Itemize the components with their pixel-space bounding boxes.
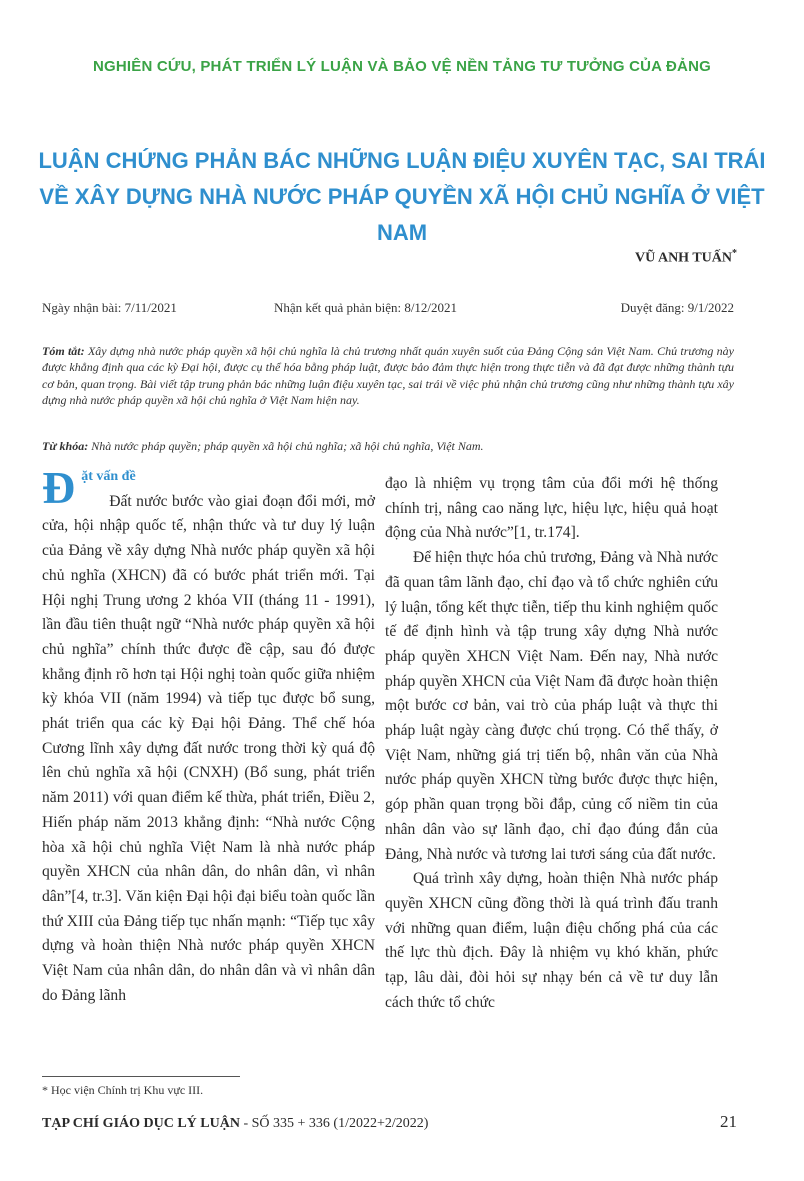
page-footer (42, 1116, 428, 1132)
received-date: Ngày nhận bài: 7/11/2021 (42, 300, 177, 315)
accepted-date: Duyệt đăng: 9/1/2022 (620, 300, 734, 315)
article-title (20, 143, 784, 251)
body-paragraph: Quá trình xây dựng, hoàn thiện Nhà nước pháp quyền XHCN cũng đồng thời là quá trình đấu tranh với những quan điểm, luận điệu chống phá của các thế lực thù địch. Đây là nhiệm vụ khó khăn, phức tạp, lâu dài, đòi hỏi sự nhạy bén cả về tư duy lẫn cách thức tổ chức (385, 870, 718, 1011)
issue-info: - SỐ 335 + 336 (1/2022+2/2022) (239, 1116, 429, 1131)
body-paragraph: Để hiện thực hóa chủ trương, Đảng và Nhà nước đã quan tâm lãnh đạo, chỉ đạo và tổ chức nghiên cứu lý luận, tổng kết thực tiễn, tiếp thu kinh nghiệm quốc tế để định hình và tập trung xây dựng Nhà nước pháp quyền XHCN Việt Nam. Đến nay, Nhà nước pháp quyền XHCN của Việt Nam đã được hoàn thiện một bước cơ bản, vai trò của pháp luật và thực thi pháp luật ngày càng được chú trọng. Có thể thấy, ở Việt Nam, những giá trị tiến bộ, nhân văn của Nhà nước pháp quyền XHCN từng bước được thực hiện, góp phần quan trọng bồi đắp, củng cố niềm tin của nhân dân vào sự lãnh đạo, chỉ đạo đúng đắn của Đảng, Nhà nước và tương lai tươi sáng của đất nước. (385, 549, 718, 863)
keywords-label: Từ khóa: (42, 439, 89, 453)
section-heading: ặt vấn đề (81, 469, 136, 484)
body-paragraph: đạo là nhiệm vụ trọng tâm của đổi mới hệ thống chính trị, nâng cao năng lực, hiệu lực, hiệu quả hoạt động của Nhà nước”[1, tr.174]. (385, 475, 718, 542)
section-header: NGHIÊN CỨU, PHÁT TRIỂN LÝ LUẬN VÀ BẢO VỆ NỀN TẢNG TƯ TƯỞNG CỦA ĐẢNG (93, 58, 711, 75)
footnote-divider (42, 1076, 240, 1077)
journal-name: TẠP CHÍ GIÁO DỤC LÝ LUẬN (42, 1116, 240, 1131)
reviewed-date: Nhận kết quả phản biện: 8/12/2021 (274, 300, 458, 315)
left-column (42, 464, 375, 1008)
abstract (42, 343, 734, 408)
abstract-label: Tóm tắt: (42, 344, 85, 358)
body-paragraph: Đất nước bước vào giai đoạn đổi mới, mở cửa, hội nhập quốc tế, nhận thức và tư duy lý luận của Đảng về xây dựng Nhà nước pháp quyền xã hội chủ nghĩa (XHCN) đã có bước phát triển mới. Tại Hội nghị Trung ương 2 khóa VII (tháng 11 - 1991), lần đầu tiên thuật ngữ “Nhà nước pháp quyền xã hội chủ nghĩa” chính thức được đề cập, sau đó được khẳng định rõ hơn tại Hội nghị toàn quốc giữa nhiệm kỳ khóa VII (năm 1994) và tiếp tục được bổ sung, phát triển qua các kỳ Đại hội Đảng. Thể chế hóa Cương lĩnh xây dựng đất nước trong thời kỳ quá độ lên chủ nghĩa xã hội (CNXH) (Bổ sung, phát triển năm 2011) với quan điểm kế thừa, phát triển, Điều 2, Hiến pháp năm 2013 khẳng định: “Nhà nước Cộng hòa xã hội chủ nghĩa Việt Nam là nhà nước pháp quyền XHCN của nhân dân, do nhân dân, vì nhân dân”[4, tr.3]. Văn kiện Đại hội đại biểu toàn quốc lần thứ XIII của Đảng tiếp tục nhấn mạnh: “Tiếp tục xây dựng và hoàn thiện Nhà nước pháp quyền XHCN Việt Nam của nhân dân, do nhân dân và vì nhân dân do Đảng lãnh (42, 492, 375, 1004)
author (635, 248, 737, 267)
title-line-1: LUẬN CHỨNG PHẢN BÁC NHỮNG LUẬN ĐIỆU XUYÊN TẠC, SAI TRÁI (38, 148, 766, 173)
page-number: 21 (720, 1112, 737, 1131)
title-line-2: VỀ XÂY DỰNG NHÀ NƯỚC PHÁP QUYỀN XÃ HỘI CHỦ NGHĨA Ở VIỆT NAM (39, 184, 765, 245)
abstract-text: Xây dựng nhà nước pháp quyền xã hội chủ nghĩa là chủ trương nhất quán xuyên suốt của Đảng Cộng sản Việt Nam. Chủ trương này được khẳng định qua các kỳ Đại hội, được cụ thể hóa bằng pháp luật, được bảo đảm thực hiện trong thực tiễn và đã đạt được những thành tựu cơ bản, quan trọng. Bài viết tập trung phản bác những luận điệu xuyên tạc, sai trái về việc phủ nhận chủ trương cũng như những thành tựu xây dựng nhà nước pháp quyền xã hội chủ nghĩa ở Việt Nam hiện nay. (42, 344, 735, 407)
dropcap: Đ (42, 462, 76, 513)
keywords-text: Nhà nước pháp quyền; pháp quyền xã hội chủ nghĩa; xã hội chủ nghĩa, Việt Nam. (91, 439, 484, 453)
right-column (385, 472, 718, 1015)
author-name: VŨ ANH TUẤN (635, 250, 732, 266)
author-footnote-mark: * (732, 248, 737, 259)
footnote: * Học viện Chính trị Khu vực III. (42, 1083, 204, 1097)
keywords (42, 439, 734, 454)
